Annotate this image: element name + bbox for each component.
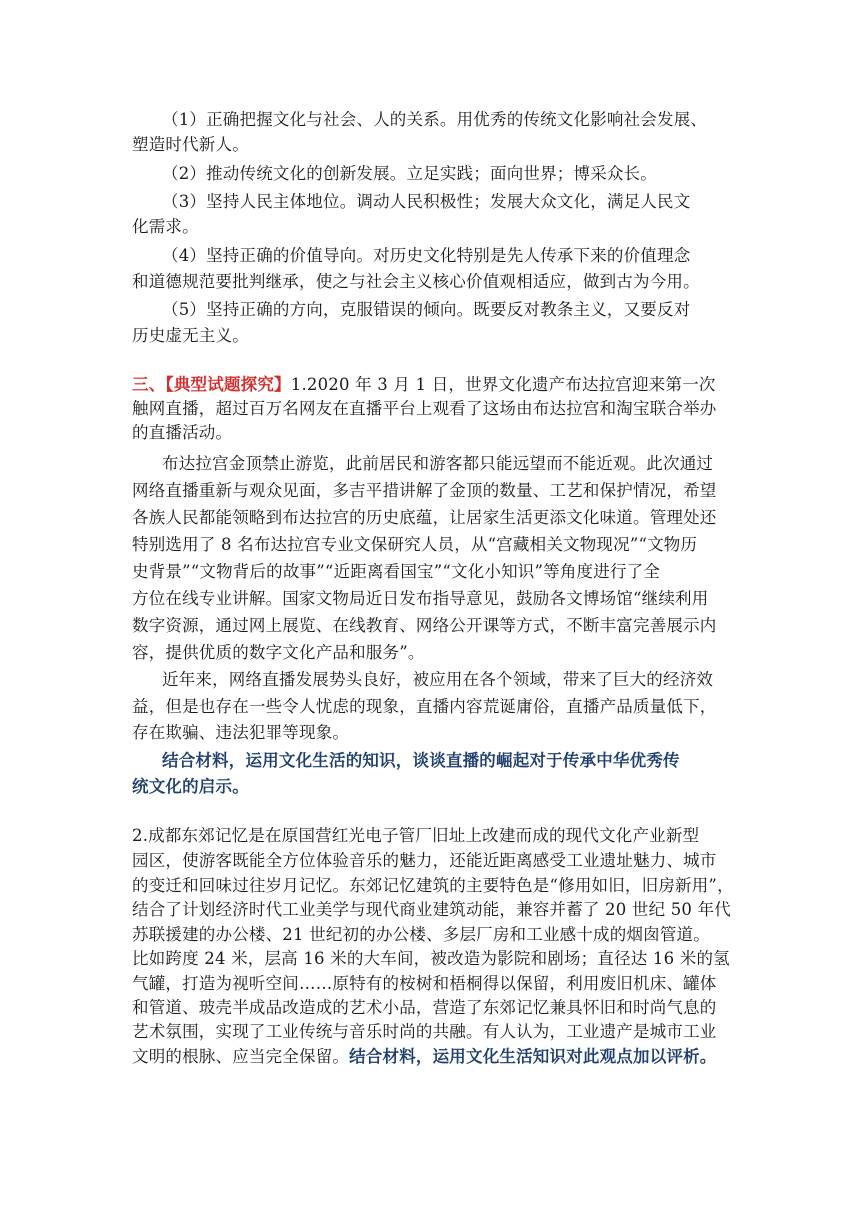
question-2-line-4: 结合了计划经济时代工业美学与现代商业建筑动能，兼容并蓄了 20 世纪 50 年代 [132,900,731,919]
principle-3-line-2: 化需求。 [132,217,199,236]
principle-1-line-1: （1）正确把握文化与社会、人的关系。用优秀的传统文化影响社会发展、 [162,110,708,129]
principle-3-line-1: （3）坚持人民主体地位。调动人民积极性；发展大众文化，满足人民文 [162,192,691,211]
question-2-last-plain: 文明的根脉、应当完全保留。 [132,1047,350,1066]
question-2-line-5: 苏联援建的办公楼、21 世纪初的办公楼、多层厂房和工业感十成的烟囱管道。 [132,925,710,944]
question-1-task-line-1: 结合材料，运用文化生活的知识，谈谈直播的崛起对于传承中华优秀传 [162,751,680,770]
principle-4-line-2: 和道德规范要批判继承，使之与社会主义核心价值观相适应，做到古为今用。 [132,272,700,291]
question-2-line-3: 的变迁和回味过往岁月记忆。东郊记忆建筑的主要特色是“修用如旧，旧房新用”， [132,876,734,895]
question-1-para-2-line-5: 史背景”“文物背后的故事”“近距离看国宝”“文化小知识”等角度进行了全 [132,562,661,581]
question-1-para-3-line-2: 益，但是也存在一些令人忧虑的现象，直播内容荒诞庸俗，直播产品质量低下， [132,697,717,716]
question-1-para-2-line-4: 特别选用了 8 名布达拉宫专业文保研究人员，从“宫藏相关文物现况”“文物历 [132,535,698,554]
question-2-line-8: 和管道、玻壳半成品改造成的艺术小品，营造了东郊记忆兼具怀旧和时尚气息的 [132,998,717,1017]
question-1-line-2: 触网直播，超过百万名网友在直播平台上观看了这场由布达拉宫和淘宝联合举办 [132,399,717,418]
principle-1-line-2: 塑造时代新人。 [132,135,249,154]
question-1-para-2-line-3: 各族人民都能领略到布达拉宫的历史底蕴，让居家生活更添文化味道。管理处还 [132,508,717,527]
question-1-para-3-line-3: 存在欺骗、违法犯罪等现象。 [132,723,350,742]
section-3-line-1 [132,374,716,396]
principle-4-line-1: （4）坚持正确的价值导向。对历史文化特别是先人传承下来的价值理念 [162,246,691,265]
question-1-para-2-line-6: 方位在线专业讲解。国家文物局近日发布指导意见，鼓励各文博场馆“继续利用 [132,589,709,608]
question-1-para-2-line-8: 容，提供优质的数字文化产品和服务”。 [132,643,425,662]
question-2-line-6: 比如跨度 24 米，层高 16 米的大车间，被改造为影院和剧场；直径达 16 米的氢 [132,949,730,968]
principle-2-line-1: （2）推动传统文化的创新发展。立足实践；面向世界；博采众长。 [162,164,657,183]
question-2-line-2: 园区，使游客既能全方位体验音乐的魅力，还能近距离感受工业遗址魅力、城市 [132,851,717,870]
question-1-para-3-line-1: 近年来，网络直播发展势头良好，被应用在各个领域，带来了巨大的经济效 [162,670,714,689]
question-2-line-7: 气罐，打造为视听空间……原特有的桉树和梧桐得以保留，利用废旧机床、罐体 [132,974,717,993]
question-1-line-1: 1.2020 年 3 月 1 日，世界文化遗产布达拉宫迎来第一次 [290,375,716,394]
question-2-line-10 [132,1046,717,1068]
question-2-task: 结合材料，运用文化生活知识对此观点加以评析。 [349,1047,717,1066]
question-1-line-3: 的直播活动。 [132,423,233,442]
question-2-line-9: 艺术氛围，实现了工业传统与音乐时尚的共融。有人认为，工业遗产是城市工业 [132,1022,717,1041]
principle-5-line-1: （5）坚持正确的方向，克服错误的倾向。既要反对教条主义，又要反对 [162,300,691,319]
principle-5-line-2: 历史虚无主义。 [132,326,249,345]
question-1-para-2-line-1: 布达拉宫金顶禁止游览，此前居民和游客都只能远望而不能近观。此次通过 [162,454,714,473]
question-1-para-2-line-2: 网络直播重新与观众见面，多吉平措讲解了金顶的数量、工艺和保护情况，希望 [132,481,717,500]
question-2-line-1: 2.成都东郊记忆是在原国营红光电子管厂旧址上改建而成的现代文化产业新型 [132,826,700,845]
question-1-para-2-line-7: 数字资源，通过网上展览、在线教育、网络公开课等方式，不断丰富完善展示内 [132,616,717,635]
question-1-task-line-2: 统文化的启示。 [132,777,249,796]
section-3-heading: 三、【典型试题探究】 [132,375,291,394]
